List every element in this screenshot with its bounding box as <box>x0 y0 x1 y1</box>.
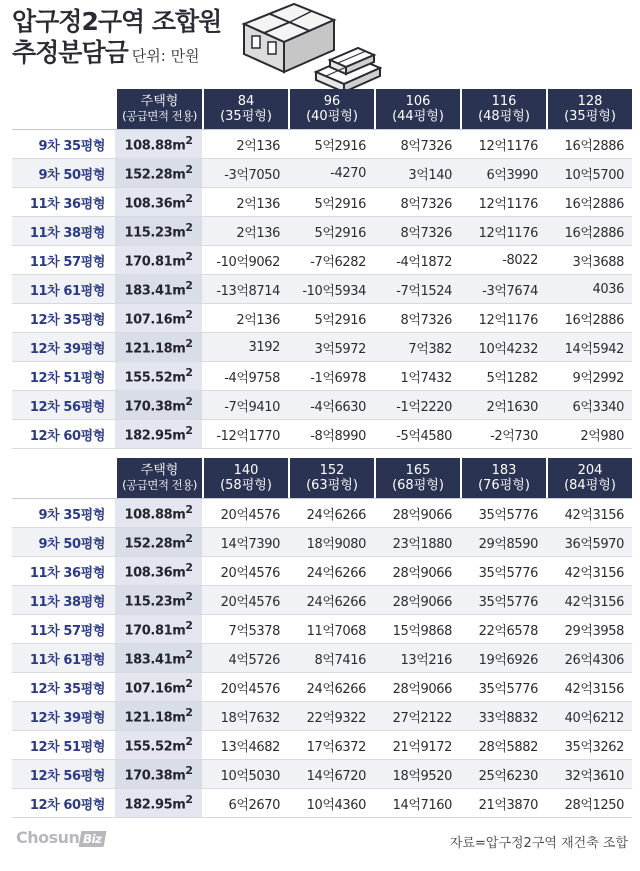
unit-type-cell: 9차 50평형 <box>12 528 115 557</box>
contribution-value-cell: 42억3156 <box>546 498 632 528</box>
table-row <box>12 731 632 760</box>
header-blank-cell <box>12 89 115 129</box>
pyeong-label: (84평형) <box>564 478 616 493</box>
area-cell <box>115 557 202 586</box>
contribution-value-cell: 42억3156 <box>546 586 632 615</box>
contribution-value-cell: 18억9080 <box>288 528 374 557</box>
size-column-header <box>374 458 460 498</box>
area-cell <box>115 615 202 644</box>
area-value: 183.41 <box>124 652 173 668</box>
size-column-header <box>202 89 288 129</box>
area-value: 182.95 <box>124 797 173 813</box>
contribution-value-cell: 21억9172 <box>374 731 460 760</box>
contribution-value-cell: 29억8590 <box>460 528 546 557</box>
pyeong-label: (48평형) <box>478 109 530 124</box>
area-unit: m <box>172 739 186 755</box>
contribution-value-cell: -7억6282 <box>288 246 374 275</box>
contribution-value-cell: 6억3340 <box>546 391 632 420</box>
contribution-value-cell: 2억136 <box>202 129 288 159</box>
logo-text: Chosun <box>16 828 80 847</box>
contribution-value-cell: 18억9520 <box>374 760 460 789</box>
contribution-value-cell: 35억5776 <box>460 673 546 702</box>
pyeong-label: (68평형) <box>392 478 444 493</box>
area-value: 170.38 <box>124 768 173 784</box>
table-row <box>12 159 632 188</box>
area-unit: m <box>172 768 186 784</box>
contribution-value-cell: -3억7674 <box>460 275 546 304</box>
contribution-value-cell: 2억136 <box>202 188 288 217</box>
area-cell <box>115 644 202 673</box>
unit-type-cell: 12차 51평형 <box>12 731 115 760</box>
area-unit-superscript: 2 <box>185 648 193 662</box>
area-unit-superscript: 2 <box>185 221 193 235</box>
contribution-value-cell: 23억1880 <box>374 528 460 557</box>
contribution-value-cell: 20억4576 <box>202 673 288 702</box>
contribution-value-cell: 24억6266 <box>288 673 374 702</box>
pyeong-label: (76평형) <box>478 478 530 493</box>
contribution-value-cell: -2억730 <box>460 420 546 449</box>
contribution-value-cell: 36억5970 <box>546 528 632 557</box>
table-row <box>12 188 632 217</box>
area-cell <box>115 702 202 731</box>
area-cell <box>115 789 202 818</box>
size-column-header <box>460 89 546 129</box>
contribution-value-cell: 35억3262 <box>546 731 632 760</box>
contribution-value-cell: -1억6978 <box>288 362 374 391</box>
area-unit: m <box>172 370 186 386</box>
area-value: 170.81 <box>124 623 173 639</box>
area-cell <box>115 760 202 789</box>
contribution-value-cell: 32억3610 <box>546 760 632 789</box>
contribution-value-cell: 28억5882 <box>460 731 546 760</box>
contribution-value-cell: 3억5972 <box>288 333 374 362</box>
unit-type-cell: 9차 50평형 <box>12 159 115 188</box>
source-note: 자료=압구정2구역 재건축 조합 <box>449 836 628 851</box>
unit-type-cell: 11차 38평형 <box>12 586 115 615</box>
contribution-value-cell: 42억3156 <box>546 557 632 586</box>
unit-type-cell: 11차 57평형 <box>12 615 115 644</box>
area-unit: m <box>172 797 186 813</box>
area-value: 155.52 <box>124 370 173 386</box>
area-value: 155.52 <box>124 739 173 755</box>
size-column-header <box>288 89 374 129</box>
area-unit: m <box>172 312 186 328</box>
contribution-value-cell: 8억7326 <box>374 188 460 217</box>
pyeong-label: (63평형) <box>306 478 358 493</box>
area-cell <box>115 129 202 159</box>
contribution-value-cell: 35억5776 <box>460 557 546 586</box>
table-header-row <box>12 89 632 129</box>
header <box>12 6 632 86</box>
contribution-value-cell: 2억980 <box>546 420 632 449</box>
contribution-value-cell: -13억8714 <box>202 275 288 304</box>
unit-type-cell: 12차 35평형 <box>12 673 115 702</box>
apartment-illustration-icon <box>234 2 384 96</box>
area-header-line2: (공급면적 전용) <box>122 478 197 492</box>
title-line-2-text: 추정분담금 <box>12 38 128 67</box>
area-column-header <box>115 89 202 129</box>
contribution-value-cell: 16억2886 <box>546 217 632 246</box>
contribution-value-cell: 20억4576 <box>202 498 288 528</box>
contribution-value-cell: -8022 <box>460 246 546 275</box>
area-value: 170.38 <box>124 399 173 415</box>
contribution-value-cell: 22억9322 <box>288 702 374 731</box>
unit-type-cell: 12차 51평형 <box>12 362 115 391</box>
contribution-value-cell: 14억7160 <box>374 789 460 818</box>
contribution-value-cell: 11억7068 <box>288 615 374 644</box>
table-row <box>12 760 632 789</box>
area-unit-superscript: 2 <box>185 424 193 438</box>
area-cell <box>115 362 202 391</box>
contribution-value-cell: 26억4306 <box>546 644 632 673</box>
contribution-value-cell: 19억6926 <box>460 644 546 673</box>
contribution-value-cell: 7억382 <box>374 333 460 362</box>
table-row <box>12 362 632 391</box>
contribution-value-cell: -4억1872 <box>374 246 460 275</box>
area-cell <box>115 246 202 275</box>
area-value: 115.23 <box>124 594 173 610</box>
page-title <box>12 6 221 72</box>
contribution-value-cell: -7억9410 <box>202 391 288 420</box>
contribution-value-cell: 12억1176 <box>460 188 546 217</box>
size-label: 140 <box>233 463 259 478</box>
area-value: 121.18 <box>124 341 173 357</box>
contribution-value-cell: 7억5378 <box>202 615 288 644</box>
area-unit-superscript: 2 <box>185 308 193 322</box>
area-unit: m <box>172 507 186 523</box>
contribution-value-cell: 20억4576 <box>202 586 288 615</box>
contribution-value-cell: 22억6578 <box>460 615 546 644</box>
area-unit-superscript: 2 <box>185 503 193 517</box>
area-value: 115.23 <box>124 225 173 241</box>
area-value: 108.36 <box>124 196 173 212</box>
contribution-value-cell: 24억6266 <box>288 498 374 528</box>
unit-type-cell: 11차 61평형 <box>12 275 115 304</box>
contribution-value-cell: 2억1630 <box>460 391 546 420</box>
contribution-value-cell: 14억5942 <box>546 333 632 362</box>
table-row <box>12 420 632 449</box>
table-row <box>12 789 632 818</box>
contribution-value-cell: 33억8832 <box>460 702 546 731</box>
unit-type-cell: 12차 39평형 <box>12 702 115 731</box>
size-label: 84 <box>237 94 255 109</box>
contribution-value-cell: 4036 <box>546 275 632 304</box>
contribution-value-cell: -7억1524 <box>374 275 460 304</box>
size-column-header <box>460 458 546 498</box>
unit-type-cell: 11차 38평형 <box>12 217 115 246</box>
area-unit-superscript: 2 <box>185 192 193 206</box>
pyeong-label: (58평형) <box>220 478 272 493</box>
header-blank-cell <box>12 458 115 498</box>
area-unit-superscript: 2 <box>185 561 193 575</box>
size-column-header <box>202 458 288 498</box>
area-unit-superscript: 2 <box>185 532 193 546</box>
area-cell <box>115 731 202 760</box>
area-cell <box>115 391 202 420</box>
unit-type-cell: 11차 36평형 <box>12 557 115 586</box>
area-cell <box>115 586 202 615</box>
size-column-header <box>546 89 632 129</box>
area-value: 170.81 <box>124 254 173 270</box>
unit-type-cell: 11차 61평형 <box>12 644 115 673</box>
contribution-value-cell: 24억6266 <box>288 586 374 615</box>
contribution-table-1 <box>12 89 632 449</box>
contribution-value-cell: 16억2886 <box>546 304 632 333</box>
chosunbiz-logo <box>16 828 116 850</box>
area-unit: m <box>172 225 186 241</box>
contribution-value-cell: 6억3990 <box>460 159 546 188</box>
area-unit: m <box>172 341 186 357</box>
area-unit-superscript: 2 <box>185 366 193 380</box>
contribution-value-cell: 13억4682 <box>202 731 288 760</box>
area-column-header <box>115 458 202 498</box>
unit-type-cell: 11차 36평형 <box>12 188 115 217</box>
table-row <box>12 217 632 246</box>
contribution-value-cell: -12억1770 <box>202 420 288 449</box>
contribution-value-cell: 15억9868 <box>374 615 460 644</box>
area-unit: m <box>172 138 186 154</box>
size-label: 204 <box>577 463 603 478</box>
contribution-value-cell: 6억2670 <box>202 789 288 818</box>
contribution-value-cell: 5억2916 <box>288 129 374 159</box>
area-unit-superscript: 2 <box>185 279 193 293</box>
area-unit: m <box>172 623 186 639</box>
contribution-value-cell: 14억6720 <box>288 760 374 789</box>
area-header-line1: 주택형 <box>140 94 179 109</box>
contribution-value-cell: 28억9066 <box>374 586 460 615</box>
size-column-header <box>546 458 632 498</box>
contribution-value-cell: 12억1176 <box>460 129 546 159</box>
pyeong-label: (44평형) <box>392 109 444 124</box>
table-row <box>12 129 632 159</box>
table-row <box>12 498 632 528</box>
area-unit: m <box>172 652 186 668</box>
size-column-header <box>374 89 460 129</box>
contribution-value-cell: 10억4360 <box>288 789 374 818</box>
area-unit: m <box>172 565 186 581</box>
area-value: 152.28 <box>124 167 173 183</box>
contribution-value-cell: 8억7326 <box>374 304 460 333</box>
contribution-value-cell: 35억5776 <box>460 498 546 528</box>
contribution-value-cell: 10억4232 <box>460 333 546 362</box>
contribution-value-cell: 28억9066 <box>374 498 460 528</box>
contribution-value-cell: -4270 <box>288 159 374 188</box>
logo-badge: Biz <box>79 831 107 847</box>
area-unit-superscript: 2 <box>185 590 193 604</box>
area-cell <box>115 188 202 217</box>
pyeong-label: (35평형) <box>220 109 272 124</box>
area-value: 182.95 <box>124 428 173 444</box>
table-row <box>12 304 632 333</box>
contribution-value-cell: 10억5030 <box>202 760 288 789</box>
contribution-value-cell: 17억6372 <box>288 731 374 760</box>
table-row <box>12 586 632 615</box>
contribution-value-cell: 16억2886 <box>546 188 632 217</box>
contribution-value-cell: 3억140 <box>374 159 460 188</box>
size-label: 152 <box>319 463 345 478</box>
contribution-value-cell: -10억5934 <box>288 275 374 304</box>
unit-label: 단위: 만원 <box>131 47 200 65</box>
contribution-value-cell: 3192 <box>202 333 288 362</box>
contribution-value-cell: -1억2220 <box>374 391 460 420</box>
contribution-value-cell: 35억5776 <box>460 586 546 615</box>
table-row <box>12 644 632 673</box>
area-unit: m <box>172 710 186 726</box>
contribution-value-cell: -5억4580 <box>374 420 460 449</box>
area-unit-superscript: 2 <box>185 250 193 264</box>
area-unit: m <box>172 399 186 415</box>
area-unit-superscript: 2 <box>185 764 193 778</box>
contribution-value-cell: 14억7390 <box>202 528 288 557</box>
area-unit: m <box>172 536 186 552</box>
size-label: 116 <box>491 94 517 109</box>
contribution-value-cell: 13억216 <box>374 644 460 673</box>
area-unit: m <box>172 167 186 183</box>
contribution-value-cell: 42억3156 <box>546 673 632 702</box>
unit-type-cell: 9차 35평형 <box>12 129 115 159</box>
contribution-value-cell: -4억9758 <box>202 362 288 391</box>
contribution-value-cell: 5억2916 <box>288 188 374 217</box>
area-cell <box>115 498 202 528</box>
contribution-value-cell: 5억2916 <box>288 304 374 333</box>
contribution-value-cell: 28억9066 <box>374 673 460 702</box>
area-cell <box>115 217 202 246</box>
contribution-value-cell: 9억2992 <box>546 362 632 391</box>
contribution-value-cell: 28억1250 <box>546 789 632 818</box>
table-row <box>12 246 632 275</box>
area-unit: m <box>172 681 186 697</box>
table-row <box>12 557 632 586</box>
size-column-header <box>288 458 374 498</box>
table-row <box>12 275 632 304</box>
table-row <box>12 615 632 644</box>
table-row <box>12 333 632 362</box>
area-unit-superscript: 2 <box>185 395 193 409</box>
contribution-value-cell: 27억2122 <box>374 702 460 731</box>
contribution-value-cell: 1억7432 <box>374 362 460 391</box>
unit-type-cell: 12차 56평형 <box>12 760 115 789</box>
unit-type-cell: 12차 56평형 <box>12 391 115 420</box>
unit-type-cell: 12차 35평형 <box>12 304 115 333</box>
contribution-value-cell: -4억6630 <box>288 391 374 420</box>
contribution-value-cell: 25억6230 <box>460 760 546 789</box>
contribution-value-cell: 12억1176 <box>460 304 546 333</box>
unit-type-cell: 12차 60평형 <box>12 420 115 449</box>
contribution-value-cell: 5억2916 <box>288 217 374 246</box>
contribution-table-2 <box>12 458 632 818</box>
area-value: 121.18 <box>124 710 173 726</box>
area-unit: m <box>172 594 186 610</box>
area-value: 183.41 <box>124 283 173 299</box>
area-unit-superscript: 2 <box>185 619 193 633</box>
contribution-value-cell: -10억9062 <box>202 246 288 275</box>
unit-type-cell: 12차 39평형 <box>12 333 115 362</box>
area-unit-superscript: 2 <box>185 793 193 807</box>
contribution-value-cell: 28억9066 <box>374 557 460 586</box>
area-unit: m <box>172 196 186 212</box>
area-cell <box>115 673 202 702</box>
contribution-value-cell: 20억4576 <box>202 557 288 586</box>
area-unit: m <box>172 283 186 299</box>
contribution-value-cell: 5억1282 <box>460 362 546 391</box>
contribution-value-cell: 18억7632 <box>202 702 288 731</box>
area-cell <box>115 275 202 304</box>
contribution-value-cell: 24억6266 <box>288 557 374 586</box>
contribution-value-cell: 8억7416 <box>288 644 374 673</box>
contribution-value-cell: 16억2886 <box>546 129 632 159</box>
pyeong-label: (40평형) <box>306 109 358 124</box>
contribution-value-cell: 2억136 <box>202 304 288 333</box>
area-unit-superscript: 2 <box>185 706 193 720</box>
size-label: 96 <box>323 94 341 109</box>
contribution-value-cell: 12억1176 <box>460 217 546 246</box>
contribution-value-cell: -3억7050 <box>202 159 288 188</box>
unit-type-cell: 9차 35평형 <box>12 498 115 528</box>
area-unit: m <box>172 428 186 444</box>
area-cell <box>115 420 202 449</box>
table-header-row <box>12 458 632 498</box>
area-unit-superscript: 2 <box>185 735 193 749</box>
contribution-value-cell: 40억6212 <box>546 702 632 731</box>
pyeong-label: (35평형) <box>564 109 616 124</box>
size-label: 106 <box>405 94 431 109</box>
title-line-2 <box>12 37 221 72</box>
unit-type-cell: 12차 60평형 <box>12 789 115 818</box>
area-cell <box>115 159 202 188</box>
table-row <box>12 673 632 702</box>
area-value: 152.28 <box>124 536 173 552</box>
contribution-value-cell: 4억5726 <box>202 644 288 673</box>
area-header-line1: 주택형 <box>140 463 179 478</box>
table-row <box>12 391 632 420</box>
size-label: 183 <box>491 463 517 478</box>
size-label: 128 <box>577 94 603 109</box>
contribution-value-cell: 29억3958 <box>546 615 632 644</box>
contribution-value-cell: 2억136 <box>202 217 288 246</box>
area-value: 107.16 <box>124 312 173 328</box>
area-cell <box>115 333 202 362</box>
contribution-value-cell: 8억7326 <box>374 217 460 246</box>
contribution-value-cell: -8억8990 <box>288 420 374 449</box>
area-unit-superscript: 2 <box>185 677 193 691</box>
contribution-value-cell: 21억3870 <box>460 789 546 818</box>
unit-type-cell: 11차 57평형 <box>12 246 115 275</box>
area-value: 108.88 <box>124 507 173 523</box>
table-row <box>12 528 632 557</box>
contribution-value-cell: 10억5700 <box>546 159 632 188</box>
area-unit-superscript: 2 <box>185 337 193 351</box>
area-value: 107.16 <box>124 681 173 697</box>
area-value: 108.36 <box>124 565 173 581</box>
title-line-1: 압구정2구역 조합원 <box>12 7 222 36</box>
contribution-value-cell: 8억7326 <box>374 129 460 159</box>
area-unit: m <box>172 254 186 270</box>
area-cell <box>115 528 202 557</box>
area-cell <box>115 304 202 333</box>
area-value: 108.88 <box>124 138 173 154</box>
size-label: 165 <box>405 463 431 478</box>
table-row <box>12 702 632 731</box>
area-header-line2: (공급면적 전용) <box>122 109 197 123</box>
area-unit-superscript: 2 <box>185 163 193 177</box>
contribution-value-cell: 3억3688 <box>546 246 632 275</box>
area-unit-superscript: 2 <box>185 134 193 148</box>
